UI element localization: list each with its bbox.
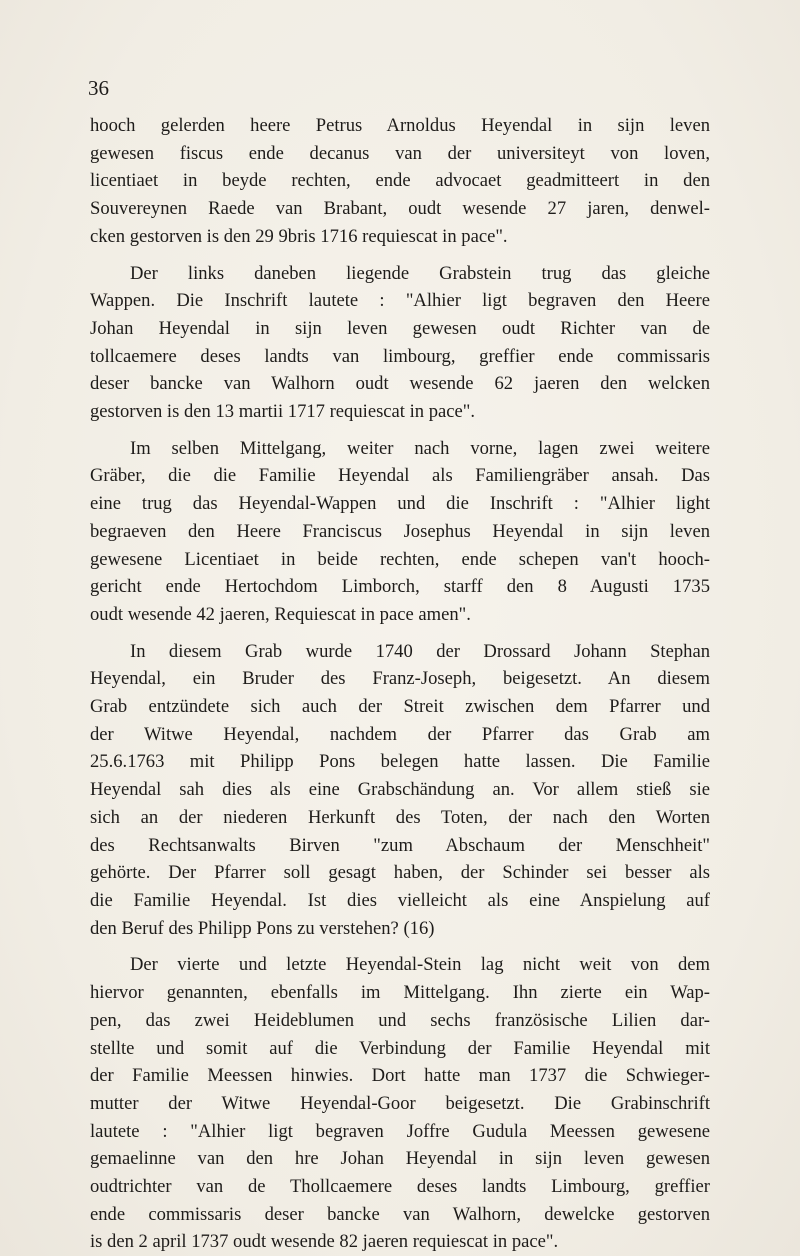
text-line: die Familie Heyendal. Ist dies vielleicht als eine Anspielung auf (90, 889, 710, 911)
text-line: Im selben Mittelgang, weiter nach vorne, lagen zwei weitere (130, 437, 710, 459)
text-line: der Familie Meessen hinwies. Dort hatte man 1737 die Schwieger- (90, 1065, 710, 1087)
text-line: gehörte. Der Pfarrer soll gesagt haben, der Schinder sei besser als (90, 862, 710, 884)
text-line: eine trug das Heyendal-Wappen und die Inschrift : "Alhier light (90, 493, 710, 515)
text-line: mutter der Witwe Heyendal-Goor beigesetzt. Die Grabinschrift (90, 1092, 710, 1114)
text-line: begraeven den Heere Franciscus Josephus Heyendal in sijn leven (90, 520, 710, 542)
paragraph (90, 951, 710, 1256)
paragraph (90, 638, 710, 943)
text-line: Souvereynen Raede van Brabant, oudt wesende 27 jaren, denwel- (90, 198, 710, 220)
text-line: hiervor genannten, ebenfalls im Mittelgang. Ihn zierte ein Wap- (90, 982, 710, 1004)
text-line: lautete : "Alhier ligt begraven Joffre Gudula Meessen gewesene (90, 1120, 710, 1142)
text-line: stellte und somit auf die Verbindung der Familie Heyendal mit (90, 1037, 710, 1059)
paragraph (90, 260, 710, 426)
text-line: hooch gelerden heere Petrus Arnoldus Heyendal in sijn leven (90, 115, 710, 136)
text-line: gemaelinne van den hre Johan Heyendal in sijn leven gewesen (90, 1148, 710, 1170)
text-line: Heyendal, ein Bruder des Franz-Joseph, beigesetzt. An diesem (90, 668, 710, 690)
text-line: der Witwe Heyendal, nachdem der Pfarrer das Grab am (90, 723, 710, 745)
text-line: sich an der niederen Herkunft des Toten, der nach den Worten (90, 806, 710, 828)
text-line: oudtrichter van de Thollcaemere deses landts Limbourg, greffier (90, 1176, 710, 1198)
text-line: ende commissaris deser bancke van Walhorn, dewelcke gestorven (90, 1203, 710, 1225)
text-line: Gräber, die die Familie Heyendal als Familiengräber ansah. Das (90, 465, 710, 487)
text-line: gewesene Licentiaet in beide rechten, ende schepen van't hooch- (90, 548, 710, 570)
text-line: 25.6.1763 mit Philipp Pons belegen hatte lassen. Die Familie (90, 751, 710, 773)
text-line: gewesen fiscus ende decanus van der universiteyt von loven, (90, 142, 710, 164)
body-text (90, 112, 710, 1256)
text-line: gestorven is den 13 martii 1717 requiescat in pace". (90, 401, 476, 423)
paragraph (90, 112, 710, 251)
text-line: Heyendal sah dies als eine Grabschändung an. Vor allem stieß sie (90, 779, 710, 801)
text-line: deser bancke van Walhorn oudt wesende 62 jaeren den welcken (90, 373, 710, 395)
text-line: den Beruf des Philipp Pons zu verstehen? (16) (90, 917, 435, 939)
text-line: des Rechtsanwalts Birven "zum Abschaum der Menschheit" (90, 834, 710, 856)
text-line: Grab entzündete sich auch der Streit zwischen dem Pfarrer und (90, 696, 710, 718)
text-line: cken gestorven is den 29 9bris 1716 requiescat in pace". (90, 225, 508, 247)
text-line: is den 2 april 1737 oudt wesende 82 jaeren requiescat in pace". (90, 1231, 559, 1253)
paragraph (90, 435, 710, 629)
text-line: Der links daneben liegende Grabstein trug das gleiche (130, 262, 710, 284)
text-line: Der vierte und letzte Heyendal-Stein lag nicht weit von dem (130, 954, 710, 976)
text-line: oudt wesende 42 jaeren, Requiescat in pace amen". (90, 603, 471, 625)
text-line: pen, das zwei Heideblumen und sechs französische Lilien dar- (90, 1009, 710, 1031)
text-line: In diesem Grab wurde 1740 der Drossard Johann Stephan (130, 640, 710, 662)
text-line: licentiaet in beyde rechten, ende advocaet geadmitteert in den (90, 170, 710, 192)
page-number: 36 (88, 76, 109, 100)
text-line: Johan Heyendal in sijn leven gewesen oudt Richter van de (90, 317, 710, 339)
text-line: Wappen. Die Inschrift lautete : "Alhier ligt begraven den Heere (90, 290, 710, 312)
text-line: tollcaemere deses landts van limbourg, greffier ende commissaris (90, 345, 710, 367)
text-line: gericht ende Hertochdom Limborch, starff den 8 Augusti 1735 (90, 576, 710, 598)
